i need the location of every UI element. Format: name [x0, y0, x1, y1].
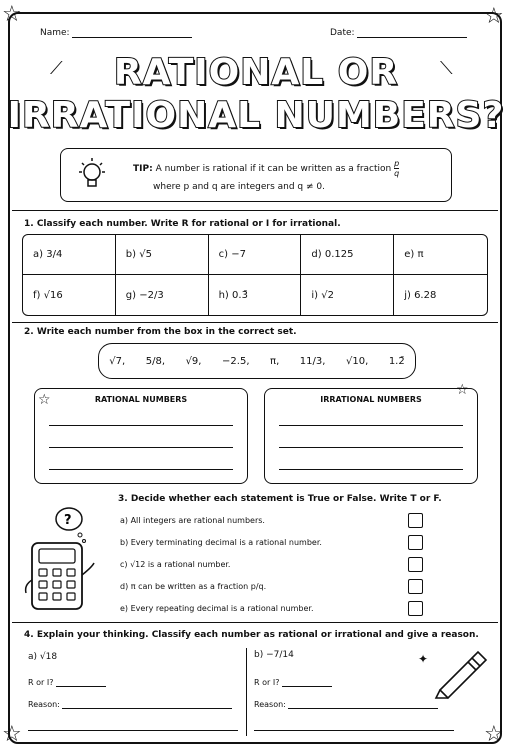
r-or-i-line[interactable]	[282, 686, 332, 687]
statement-a: a) All integers are rational numbers.	[120, 516, 265, 525]
r-or-i-label: R or I?	[254, 678, 280, 687]
name-label: Name:	[40, 28, 70, 38]
section2-title: 2. Write each number from the box in the correct set.	[24, 327, 297, 337]
star-icon: ☆	[484, 4, 504, 29]
lightbulb-icon	[75, 157, 109, 195]
classify-grid	[22, 234, 488, 316]
tip-fraction	[394, 159, 399, 178]
number-item: −2.5,	[222, 355, 250, 367]
answer-line[interactable]	[279, 469, 463, 470]
star-icon: ☆	[38, 392, 51, 408]
reason-line[interactable]	[62, 708, 232, 709]
reason-label: Reason:	[254, 700, 286, 709]
divider	[12, 322, 498, 323]
reason-line[interactable]	[28, 730, 238, 731]
q4a-value: √18	[39, 652, 58, 662]
name-input-line[interactable]	[72, 37, 192, 38]
answer-checkbox[interactable]	[408, 579, 423, 594]
classify-cell-h[interactable]: h) 0.3̄	[209, 275, 302, 315]
star-icon: ☆	[2, 722, 22, 747]
q4b-label: b)	[254, 650, 264, 660]
q4a-reason	[28, 700, 232, 709]
divider	[12, 622, 498, 623]
tip-fraction-numerator: p	[394, 159, 400, 168]
column-divider	[246, 648, 247, 736]
number-item: √10,	[345, 355, 369, 367]
rational-set-box	[34, 388, 248, 484]
classify-cell-i[interactable]: i) √2	[301, 275, 394, 315]
date-label: Date:	[330, 28, 355, 38]
question-4a	[28, 652, 57, 662]
q4a-classify	[28, 678, 106, 687]
sparkle-lines-icon: ⟋	[50, 58, 63, 79]
number-item: 1.2̄	[388, 355, 405, 367]
pencil-icon	[428, 640, 488, 700]
date-row	[330, 28, 467, 38]
statement-b: b) Every terminating decimal is a rational number.	[120, 538, 322, 547]
star-icon: ☆	[2, 2, 22, 27]
tip-text-2: where p and q are integers and q ≠ 0.	[153, 182, 325, 192]
star-icon: ☆	[484, 722, 504, 747]
reason-line[interactable]	[288, 708, 438, 709]
classify-cell-b[interactable]: b) √5	[116, 235, 209, 275]
sparkle-icon: ✦	[418, 652, 429, 666]
number-item: √9,	[185, 355, 202, 367]
title-line-2: IRRATIONAL NUMBERS?	[7, 95, 505, 136]
star-icon: ☆	[456, 382, 469, 398]
answer-checkbox[interactable]	[408, 513, 423, 528]
statement-d: d) π can be written as a fraction p/q.	[120, 582, 267, 591]
date-input-line[interactable]	[357, 37, 467, 38]
tip-fraction-denominator: q	[394, 169, 400, 178]
number-item: 11/3,	[299, 355, 326, 367]
tip-text-line-1	[133, 159, 433, 178]
name-row	[40, 28, 192, 38]
classify-cell-c[interactable]: c) −7	[209, 235, 302, 275]
section1-title: 1. Classify each number. Write R for rational or I for irrational.	[24, 219, 341, 229]
classify-cell-g[interactable]: g) −2/3	[116, 275, 209, 315]
number-item: π,	[270, 355, 280, 367]
statement-e: e) Every repeating decimal is a rational number.	[120, 604, 314, 613]
statement-c: c) √12 is a rational number.	[120, 560, 231, 569]
tip-text-1: A number is rational if it can be written as a fraction	[155, 164, 392, 174]
r-or-i-label: R or I?	[28, 678, 54, 687]
answer-line[interactable]	[279, 447, 463, 448]
tip-label: TIP:	[133, 164, 153, 174]
q4b-classify	[254, 678, 332, 687]
rational-set-title: RATIONAL NUMBERS	[94, 395, 188, 404]
section3-title: 3. Decide whether each statement is True or False. Write T or F.	[118, 494, 442, 504]
question-4b	[254, 650, 294, 660]
irrational-set-title: IRRATIONAL NUMBERS	[320, 395, 422, 404]
answer-line[interactable]	[49, 425, 233, 426]
classify-cell-j[interactable]: j) 6.28	[404, 289, 437, 301]
svg-text:?: ?	[64, 513, 72, 528]
answer-checkbox[interactable]	[408, 535, 423, 550]
q4b-reason	[254, 700, 438, 709]
classify-cell-f[interactable]: f) √16	[23, 275, 116, 315]
reason-label: Reason:	[28, 700, 60, 709]
title-line-1: RATIONAL OR	[113, 52, 399, 93]
answer-line[interactable]	[49, 447, 233, 448]
answer-checkbox[interactable]	[408, 557, 423, 572]
r-or-i-line[interactable]	[56, 686, 106, 687]
answer-line[interactable]	[49, 469, 233, 470]
number-item: √7,	[109, 355, 126, 367]
number-item: 5/8,	[145, 355, 166, 367]
q4b-value: −7/14	[266, 650, 294, 660]
irrational-set-box	[264, 388, 478, 484]
divider	[12, 210, 498, 211]
calculator-mascot-icon	[22, 505, 102, 615]
answer-checkbox[interactable]	[408, 601, 423, 616]
sparkle-lines-icon: ⟍	[440, 58, 453, 79]
classify-cell-d[interactable]: d) 0.125	[301, 235, 394, 275]
number-box	[98, 343, 416, 379]
q4a-label: a)	[28, 652, 38, 662]
answer-line[interactable]	[279, 425, 463, 426]
tip-box	[60, 148, 452, 202]
reason-line[interactable]	[254, 730, 454, 731]
classify-cell-e[interactable]: e) π	[394, 235, 487, 275]
classify-cell-a[interactable]: a) 3/4	[23, 235, 116, 275]
section4-title: 4. Explain your thinking. Classify each number as rational or irrational and give a reason.	[24, 630, 479, 640]
